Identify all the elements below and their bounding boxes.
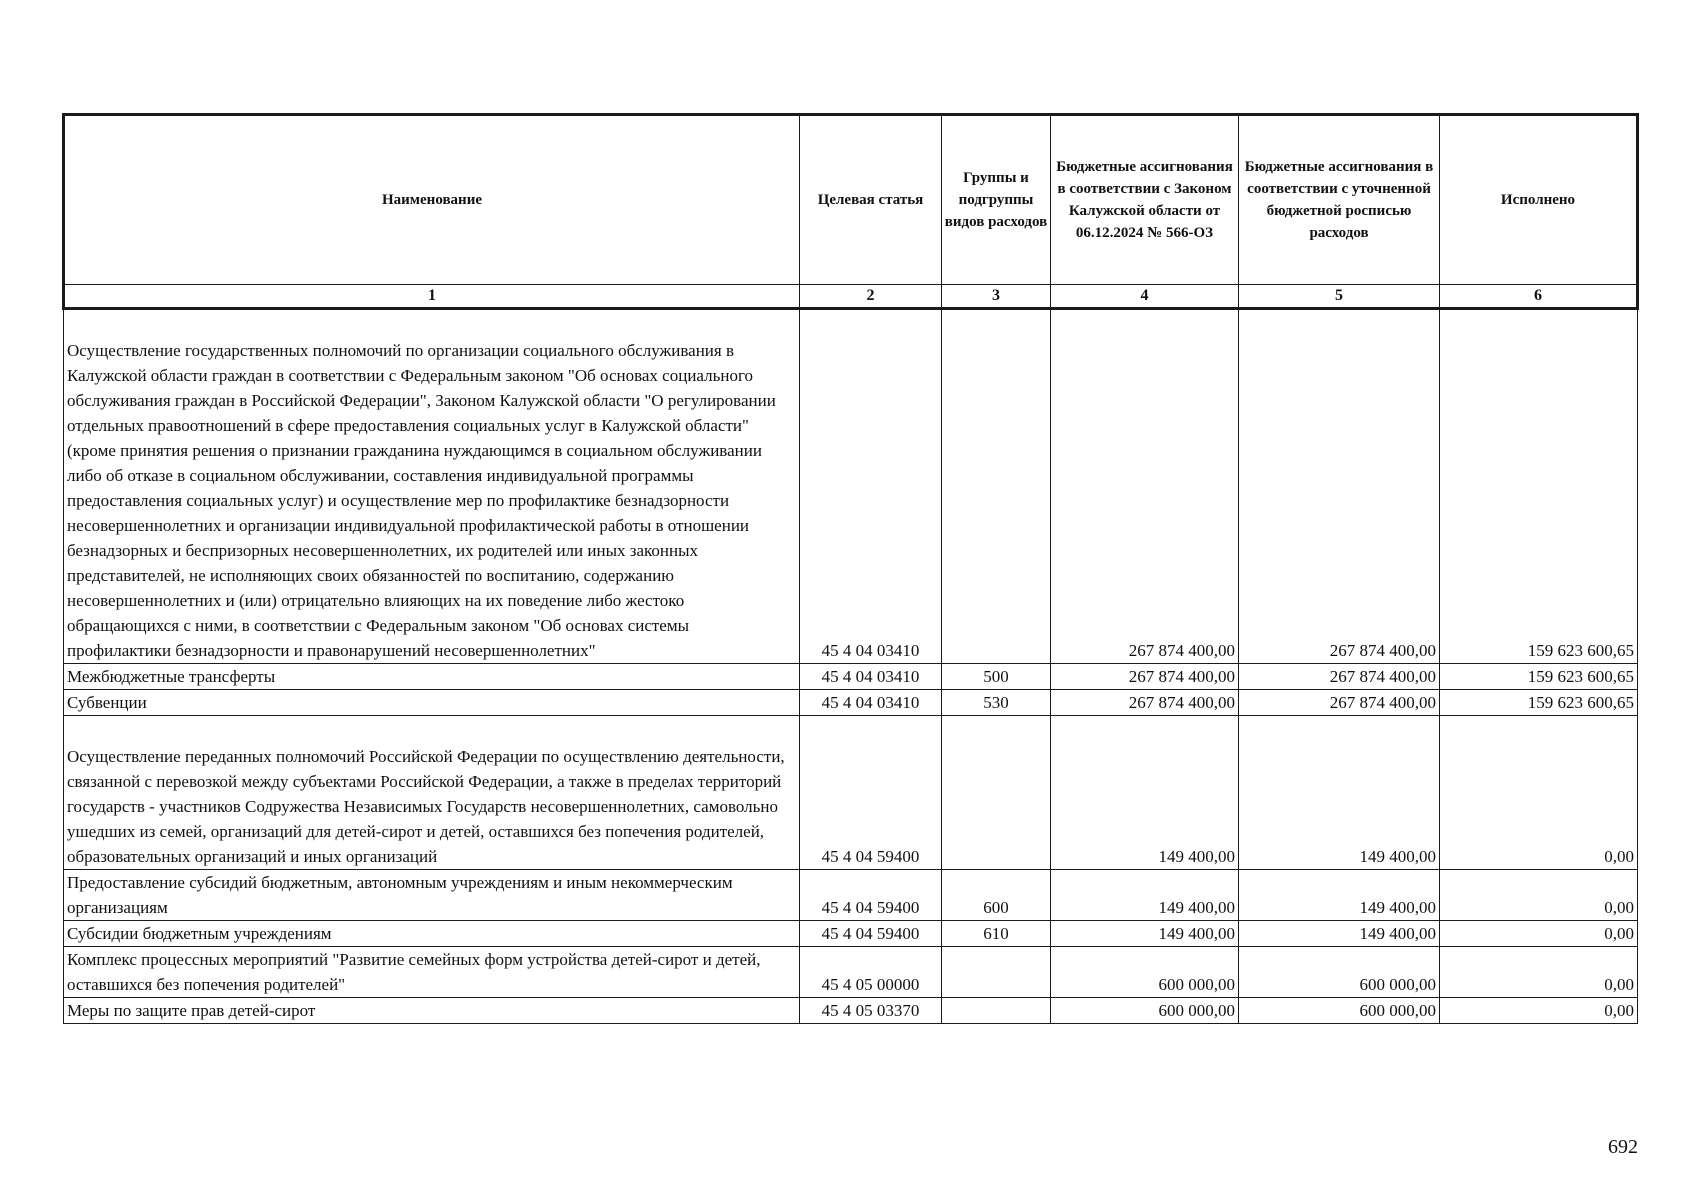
row-name: Осуществление государственных полномочий по организации социального обслуживания в Калужской области граждан в соответствии с Федеральным законом "Об основах социального обслуживания граждан в Российской Федерации", Законом Калужской области "О регулировании отдельных правоотношений в сфере предоставления социальных услуг в Калужской области" (кроме принятия решения о признании гражданина нуждающимся в социальном обслуживании либо об отказе в социальном обслуживании, составления индивидуальной программы предоставления социальных услуг) и осуществление мер по профилактике безнадзорности несовершеннолетних и организации индивидуальной профилактической работы в отношении безнадзорных и беспризорных несовершеннолетних, их родителей или иных законных представителей, не исполняющих своих обязанностей по воспитанию, содержанию несовершеннолетних и (или) отрицательно влияющих на их поведение либо жестоко обращающихся с ними, в соответствии с Федеральным законом "Об основах системы профилактики безнадзорности и правонарушений несовершеннолетних" [64,309,800,664]
row-refined-amount: 267 874 400,00 [1239,309,1440,664]
row-name: Межбюджетные трансферты [64,664,800,690]
row-refined-amount: 267 874 400,00 [1239,664,1440,690]
row-name: Меры по защите прав детей-сирот [64,998,800,1024]
table-row [64,998,1638,1024]
row-law-amount: 149 400,00 [1051,716,1239,870]
row-refined-amount: 149 400,00 [1239,716,1440,870]
row-executed-amount: 0,00 [1440,947,1638,998]
header-law-allocations: Бюджетные ассигнования в соответствии с Законом Калужской области от 06.12.2024 № 566-ОЗ [1051,115,1239,285]
row-name: Комплекс процессных мероприятий "Развитие семейных форм устройства детей-сирот и детей, оставшихся без попечения родителей" [64,947,800,998]
row-law-amount: 267 874 400,00 [1051,664,1239,690]
row-name: Осуществление переданных полномочий Российской Федерации по осуществлению деятельности, связанной с перевозкой между субъектами Российской Федерации, а также в пределах территорий государств - участников Содружества Независимых Государств несовершеннолетних, самовольно ушедших из семей, организаций для детей-сирот и детей, оставшихся без попечения родителей, образовательных организаций и иных организаций [64,716,800,870]
column-number-row [64,285,1638,309]
header-refined-allocations: Бюджетные ассигнования в соответствии с уточненной бюджетной росписью расходов [1239,115,1440,285]
row-refined-amount: 149 400,00 [1239,921,1440,947]
table-row [64,921,1638,947]
row-law-amount: 149 400,00 [1051,870,1239,921]
table-body [64,309,1638,1024]
row-target-article: 45 4 04 59400 [800,921,942,947]
row-expense-group [942,716,1051,870]
row-executed-amount: 0,00 [1440,870,1638,921]
header-name: Наименование [64,115,800,285]
row-executed-amount: 0,00 [1440,998,1638,1024]
header-target-article: Целевая статья [800,115,942,285]
table-row [64,690,1638,716]
row-expense-group: 530 [942,690,1051,716]
row-executed-amount: 159 623 600,65 [1440,664,1638,690]
row-law-amount: 267 874 400,00 [1051,690,1239,716]
header-executed: Исполнено [1440,115,1638,285]
row-expense-group: 500 [942,664,1051,690]
row-target-article: 45 4 04 03410 [800,664,942,690]
row-expense-group: 600 [942,870,1051,921]
table-row [64,664,1638,690]
column-number: 5 [1239,285,1440,309]
table-row [64,309,1638,664]
row-name: Субсидии бюджетным учреждениям [64,921,800,947]
table-row [64,947,1638,998]
row-refined-amount: 149 400,00 [1239,870,1440,921]
table-row [64,870,1638,921]
row-law-amount: 149 400,00 [1051,921,1239,947]
column-number: 6 [1440,285,1638,309]
column-number: 4 [1051,285,1239,309]
row-target-article: 45 4 04 59400 [800,870,942,921]
row-target-article: 45 4 04 03410 [800,690,942,716]
budget-table [62,113,1639,1024]
column-number: 2 [800,285,942,309]
row-law-amount: 600 000,00 [1051,947,1239,998]
row-expense-group [942,309,1051,664]
row-name: Предоставление субсидий бюджетным, автономным учреждениям и иным некоммерческим организациям [64,870,800,921]
column-number: 3 [942,285,1051,309]
row-expense-group [942,998,1051,1024]
row-executed-amount: 0,00 [1440,716,1638,870]
column-number: 1 [64,285,800,309]
row-law-amount: 600 000,00 [1051,998,1239,1024]
row-refined-amount: 600 000,00 [1239,998,1440,1024]
row-target-article: 45 4 05 03370 [800,998,942,1024]
row-expense-group [942,947,1051,998]
row-name: Субвенции [64,690,800,716]
row-expense-group: 610 [942,921,1051,947]
header-row [64,115,1638,285]
row-target-article: 45 4 05 00000 [800,947,942,998]
row-target-article: 45 4 04 03410 [800,309,942,664]
row-law-amount: 267 874 400,00 [1051,309,1239,664]
header-expense-groups: Группы и подгруппы видов расходов [942,115,1051,285]
row-executed-amount: 159 623 600,65 [1440,690,1638,716]
row-refined-amount: 600 000,00 [1239,947,1440,998]
row-executed-amount: 159 623 600,65 [1440,309,1638,664]
table-header [64,115,1638,309]
page-number: 692 [1608,1136,1638,1158]
row-refined-amount: 267 874 400,00 [1239,690,1440,716]
row-executed-amount: 0,00 [1440,921,1638,947]
table-row [64,716,1638,870]
row-target-article: 45 4 04 59400 [800,716,942,870]
